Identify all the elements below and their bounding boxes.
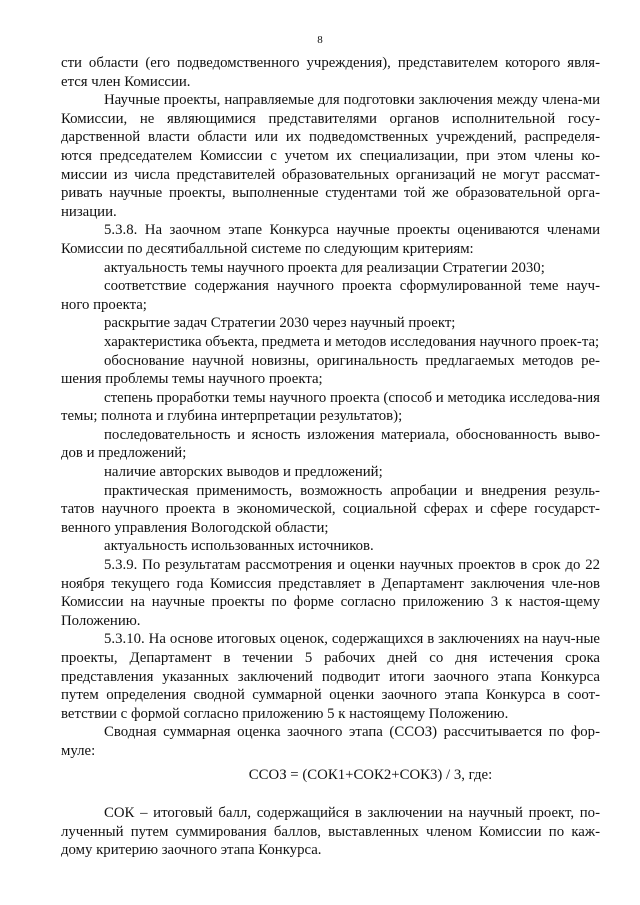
criterion-item: практическая применимость, возможность апробации и внедрения резуль-татов научного проекта в экономической, социальной сферах и сфере государст-венного управления Вологодской области; [61,482,600,536]
criterion-item: обоснование научной новизны, оригинальность предлагаемых методов ре-шения проблемы темы научного проекта; [61,352,600,388]
paragraph: 5.3.8. На заочном этапе Конкурса научные проекты оцениваются членами Комиссии по десятибалльной системе по следующим критериям: [61,222,600,257]
closing-paragraph: СОК – итоговый балл, содержащийся в заключении на научный проект, по-лученный путем суммирования баллов, выставленных членом Комиссии по каж-дому критерию заочного этапа Конкурса. [61,805,600,859]
criterion-item: соответствие содержания научного проекта сформулированной теме науч-ного проекта; [61,278,600,313]
criterion-item: актуальность темы научного проекта для реализации Стратегии 2030; [104,259,545,276]
paragraph: 5.3.10. На основе итоговых оценок, содержащихся в заключениях на науч-ные проекты, Департамент в течении 5 рабочих дней со дня истечения срока представления указанных заключений подводит итоги заочного этапа Конкурса путем определения сводной суммарной оценки заочного этапа Конкурса в соот-ветствии с формой согласно приложению 5 к настоящему Положению. [61,631,600,722]
paragraph: Сводная суммарная оценка заочного этапа (ССОЗ) рассчитывается по фор-муле: [61,724,600,759]
criterion-item: актуальность использованных источников. [104,538,374,555]
paragraph: 5.3.9. По результатам рассмотрения и оценки научных проектов в срок до 22 ноября текущего года Комиссия представляет в Департамент заключения чле-нов Комиссии на научные проекты по форме согласно приложению 3 к настоя-щему Положению. [61,557,600,629]
criterion-item: последовательность и ясность изложения материала, обоснованность выво-дов и предложений; [61,426,600,462]
page-number: 8 [317,34,323,46]
criterion-item: наличие авторских выводов и предложений; [104,464,383,481]
paragraph: Научные проекты, направляемые для подготовки заключения между члена-ми Комиссии, не являющимися представителями органов исполнительной госу-дарственной власти области или их подведомственных учреждений, распределя-ются председателем Комиссии с учетом их специализации, при этом члены ко-миссии из числа представителей образовательных организаций не могут рассмат-ривать научные проекты, выполненные студентами той же образовательной орга-низации. [61,92,600,220]
formula: ССОЗ = (СОК1+СОК2+СОК3) / 3, где: [248,766,493,783]
paragraph: сти области (его подведомственного учреждения), представителем которого явля-ется член Комиссии. [61,55,600,90]
page-body [61,54,600,860]
criterion-item: раскрытие задач Стратегии 2030 через научный проект; [104,315,456,332]
criterion-item: степень проработки темы научного проекта (способ и методика исследова-ния темы; полнота и глубина интерпретации результатов); [61,389,600,425]
criterion-item: характеристика объекта, предмета и методов исследования научного проек-та; [104,333,600,350]
